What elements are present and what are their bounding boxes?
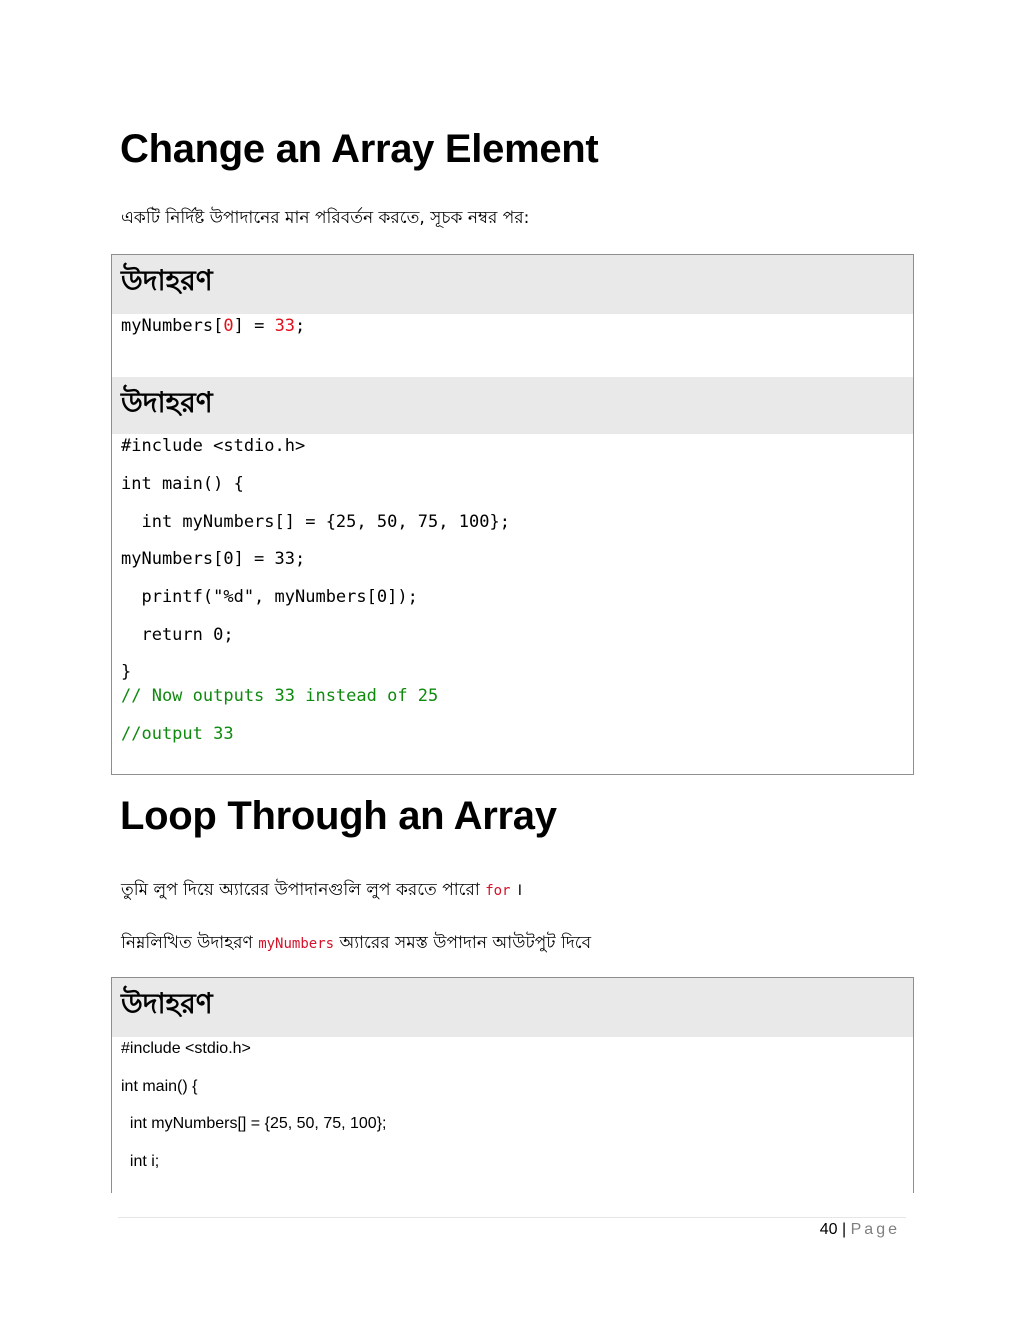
- code-line: }: [121, 662, 132, 682]
- section-intro-text: একটি নির্দিষ্ট উপাদানের মান পরিবর্তন করতে, সূচক নম্বর পর:: [121, 208, 530, 228]
- section-title-loop-through-array: Loop Through an Array: [120, 794, 557, 838]
- code-comment: // Now outputs 33 instead of 25: [121, 686, 439, 706]
- example-box-3: [111, 977, 914, 1193]
- code-line: #include <stdio.h>: [121, 436, 306, 456]
- footer-divider: [118, 1217, 906, 1218]
- page-label: Page: [850, 1221, 900, 1238]
- section-title-change-array-element: Change an Array Element: [120, 127, 599, 171]
- example-box-1: [111, 254, 914, 775]
- code-number: 0: [223, 316, 234, 336]
- code-line: int main() {: [121, 1078, 198, 1095]
- code-line: int myNumbers[] = {25, 50, 75, 100};: [121, 512, 510, 532]
- code-line: int myNumbers[] = {25, 50, 75, 100};: [121, 1115, 387, 1132]
- paragraph-line: [121, 877, 522, 905]
- code-line: [121, 316, 305, 336]
- paragraph-line: [121, 930, 591, 958]
- code-line: return 0;: [121, 625, 234, 645]
- code-comment: //output 33: [121, 724, 234, 744]
- example-label: উদাহরণ: [121, 987, 213, 1020]
- paragraph-text: নিম্নলিখিত উদাহরণ: [121, 933, 253, 953]
- example-header: [112, 377, 913, 434]
- example-label: উদাহরণ: [121, 386, 213, 419]
- page-number: 40: [819, 1221, 838, 1238]
- code-line: int main() {: [121, 474, 244, 494]
- example-header: [112, 978, 913, 1037]
- code-token: ] =: [233, 316, 275, 336]
- example-label: উদাহরণ: [121, 264, 213, 297]
- page-footer: [820, 1221, 900, 1239]
- code-token: ;: [295, 316, 306, 336]
- code-line: #include <stdio.h>: [121, 1040, 251, 1057]
- paragraph-text: ।: [515, 880, 523, 900]
- code-line: myNumbers[0] = 33;: [121, 549, 306, 569]
- inline-code: for: [485, 883, 511, 899]
- paragraph-text: তুমি লুপ দিয়ে অ্যারের উপাদানগুলি লুপ করতে পারো: [121, 880, 480, 900]
- paragraph-text: অ্যারের সমস্ত উপাদান আউটপুট দিবে: [339, 933, 592, 953]
- code-token: myNumbers[: [121, 316, 224, 336]
- inline-code: myNumbers: [258, 936, 335, 952]
- code-number: 33: [274, 316, 296, 336]
- code-line: printf("%d", myNumbers[0]);: [121, 587, 418, 607]
- example-header: [112, 255, 913, 314]
- footer-separator: |: [842, 1221, 847, 1238]
- code-line: int i;: [121, 1153, 160, 1170]
